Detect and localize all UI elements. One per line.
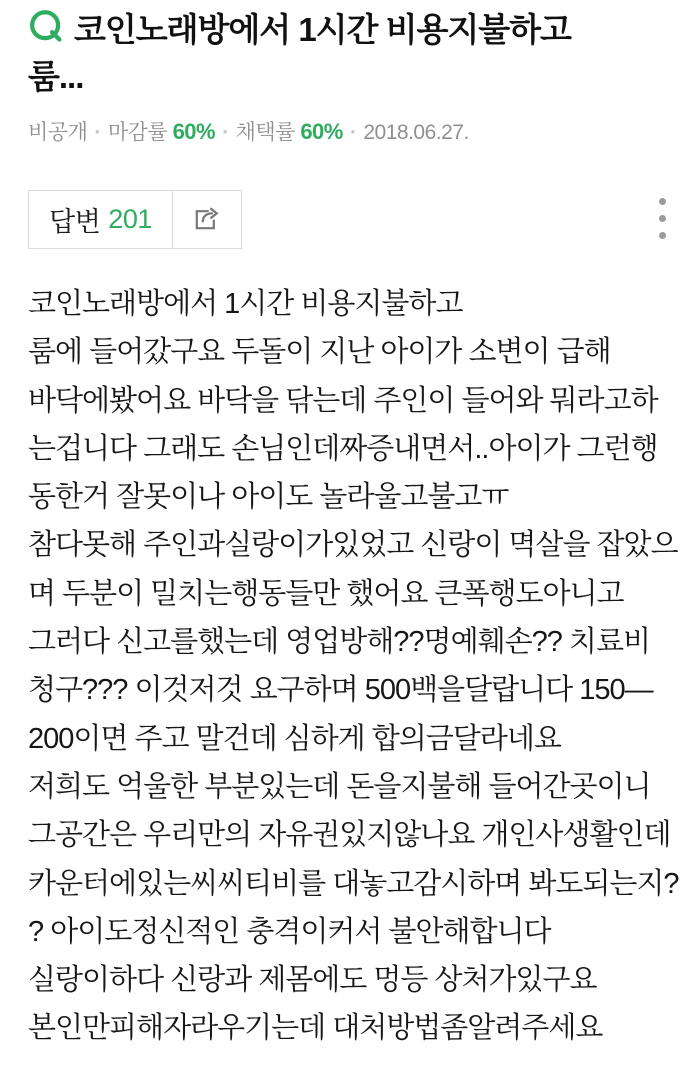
question-body-line: 본인만피해자라우기는데 대처방법좀알려주세요 bbox=[28, 1012, 603, 1045]
answer-count: 201 bbox=[108, 204, 152, 234]
question-meta bbox=[28, 116, 672, 146]
question-q-icon bbox=[28, 9, 65, 46]
meta-separator: · bbox=[349, 121, 357, 144]
question-body-line: 저희도 억울한 부분있는데 돈을지불해 들어간곳이니 bbox=[28, 770, 651, 803]
actions-row bbox=[28, 190, 672, 249]
question-title bbox=[28, 6, 672, 100]
question-body-line: 그공간은 우리만의 자유권있지않나요 개인사생활인데 bbox=[28, 819, 671, 852]
share-icon bbox=[190, 201, 224, 238]
question-body-line: 200이면 주고 말건데 심하게 합의금달라네요 bbox=[28, 722, 561, 755]
question-body-line: 실랑이하다 신랑과 제몸에도 멍등 상처가있구요 bbox=[28, 964, 597, 997]
question-title-line1: 코인노래방에서 1시간 비용지불하고 bbox=[74, 11, 571, 48]
meta-visibility: 비공개 bbox=[28, 121, 88, 144]
question-body bbox=[28, 280, 679, 1053]
kebab-menu-icon bbox=[659, 232, 666, 239]
meta-adoption-rate-value: 60% bbox=[300, 119, 343, 144]
more-menu-button[interactable] bbox=[655, 192, 670, 245]
kebab-menu-icon bbox=[659, 215, 666, 222]
meta-date: 2018.06.27. bbox=[363, 121, 469, 144]
question-title-line2: 룸... bbox=[28, 58, 84, 95]
question-body-line: 바닥에봤어요 바닥을 닦는데 주인이 들어와 뭐라고하 bbox=[28, 384, 658, 417]
meta-closing-rate-value: 60% bbox=[172, 119, 216, 144]
kebab-menu-icon bbox=[659, 198, 666, 205]
question-body-line: 코인노래방에서 1시간 비용지불하고 bbox=[28, 288, 463, 320]
question-body-line: ? 아이도정신적인 충격이커서 불안해합니다 bbox=[28, 915, 551, 948]
meta-separator: · bbox=[222, 121, 229, 144]
question-body-line: 며 두분이 밀치는행동들만 했어요 큰폭행도아니고 bbox=[28, 577, 624, 610]
answer-button-group bbox=[28, 190, 242, 249]
meta-adoption-rate-label: 채택률 bbox=[235, 121, 295, 144]
question-body-line: 그러다 신고를했는데 영업방해??명예훼손?? 치료비 bbox=[28, 626, 650, 659]
question-body-line: 동한거 잘못이나 아이도 놀라울고불고ㅠ bbox=[28, 481, 509, 514]
question-body-line: 청구??? 이것저것 요구하며 500백을달랍니다 150— bbox=[28, 674, 653, 707]
answer-button[interactable] bbox=[29, 191, 172, 248]
meta-separator: · bbox=[94, 121, 101, 144]
answer-button-label: 답변 bbox=[49, 207, 101, 237]
question-body-line: 는겁니다 그래도 손님인데짜증내면서..아이가 그런행 bbox=[28, 432, 658, 465]
share-button[interactable] bbox=[172, 191, 241, 248]
question-body-line: 룸에 들어갔구요 두돌이 지난 아이가 소변이 급해 bbox=[28, 336, 611, 369]
question-body-line: 카운터에있는씨씨티비를 대놓고감시하며 봐도되는지? bbox=[28, 867, 679, 900]
meta-closing-rate-label: 마감률 bbox=[107, 121, 168, 144]
question-body-line: 참다못해 주인과실랑이가있었고 신랑이 멱살을 잡았으 bbox=[28, 529, 678, 562]
